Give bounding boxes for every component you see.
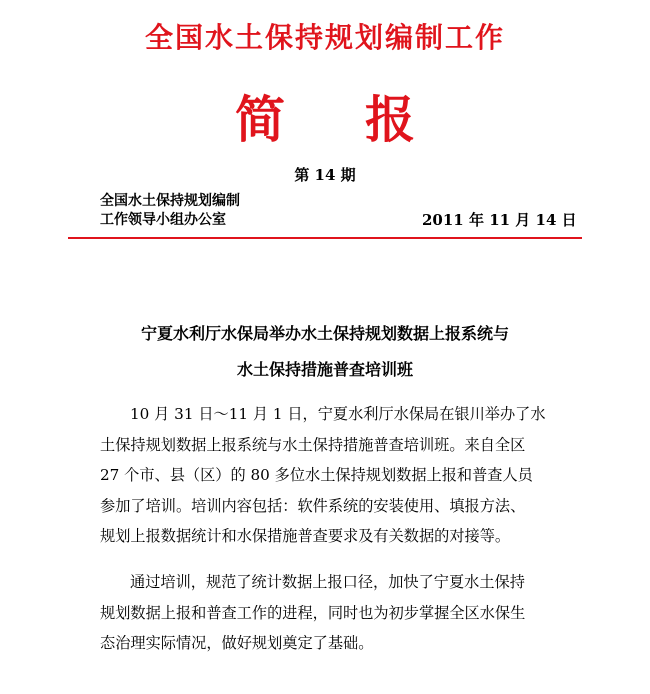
bulletin-title-char-1: 简 <box>235 90 285 149</box>
paragraph-line: 规划上报数据统计和水保措施普查要求及有关数据的对接等。 <box>100 527 511 545</box>
paragraph-line: 土保持规划数据上报系统与水土保持措施普查培训班。来自全区 <box>100 435 526 454</box>
article-title-line-2: 水土保持措施普查培训班 <box>236 360 413 379</box>
header-divider <box>68 237 582 239</box>
paragraph-line: 通过培训，规范了统计数据上报口径，加快了宁夏水土保持 <box>130 573 525 591</box>
paragraph-line: 规划数据上报和普查工作的进程，同时也为初步掌握全区水保生 <box>100 603 526 622</box>
bulletin-title <box>0 80 650 152</box>
paragraph-line: 态治理实际情况，做好规划奠定了基础。 <box>100 634 374 652</box>
bulletin-org-title: 全国水土保持规划编制工作 <box>144 21 505 54</box>
article-paragraph-2 <box>100 567 560 659</box>
paragraph-line: 参加了培训。培训内容包括：软件系统的安装使用、填报方法、 <box>100 496 526 515</box>
paragraph-line: 27 个市、县（区）的 80 多位水土保持规划数据上报和普查人员 <box>100 466 533 484</box>
issuer <box>100 192 240 230</box>
issuer-line-1: 全国水土保持规划编制 <box>100 193 240 209</box>
issue-date: 2011 年 11 月 14 日 <box>422 211 577 229</box>
article-title-line-1: 宁夏水利厅水保局举办水土保持规划数据上报系统与 <box>140 324 509 343</box>
bulletin-title-char-2: 报 <box>365 90 415 149</box>
issuer-line-2: 工作领导小组办公室 <box>100 212 226 228</box>
paragraph-line: 10 月 31 日～11 月 1 日，宁夏水利厅水保局在银川举办了水 <box>130 405 546 423</box>
issue-number: 第 14 期 <box>294 166 356 184</box>
article-paragraph-1 <box>100 399 560 552</box>
